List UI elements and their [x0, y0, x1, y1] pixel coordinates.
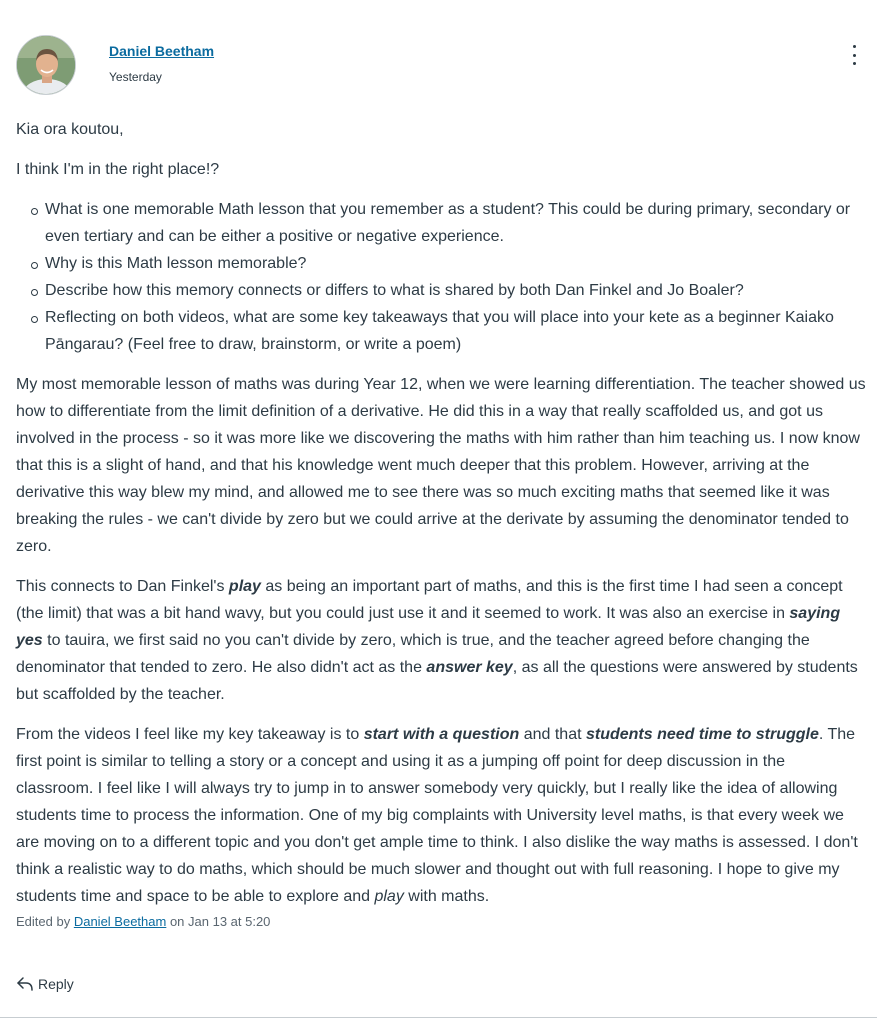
reply-arrow-icon: [16, 976, 34, 992]
text-span: as being an important part of maths, and this is the first time I had seen a concept (the limit) that was a bit hand wavy, but you could just use it and it seemed to work. It was also an exercise in: [16, 578, 843, 622]
edited-author-link[interactable]: Daniel Beetham: [73, 914, 167, 929]
list-item: Describe how this memory connects or differs to what is shared by both Dan Finkel and Jo Boaler?: [45, 277, 866, 304]
reply-label: Reply: [38, 976, 74, 992]
emphasis-play: play: [228, 578, 261, 595]
emphasis-saying-yes: saying yes: [16, 605, 841, 649]
avatar[interactable]: [16, 35, 76, 95]
author-name-link[interactable]: Daniel Beetham: [109, 43, 215, 59]
entry-header: [16, 35, 866, 95]
entry-divider: [0, 1017, 877, 1018]
emphasis-students-need-time: students need time to struggle: [585, 726, 819, 743]
message-body: [16, 116, 866, 931]
intro-text: I think I'm in the right place!?: [16, 161, 220, 178]
text-span: with maths.: [403, 888, 490, 905]
text-span: This connects to Dan Finkel's: [16, 578, 229, 595]
paragraph-memorable-lesson: My most memorable lesson of maths was during Year 12, when we were learning differentiation. The teacher showed us how to differentiate from the limit definition of a derivative. He did this in a way that really scaffolded us, and got us involved in the process - so it was more like we discovering the maths with him rather than him teaching us. I now know that this is a slight of hand, and that his knowledge went much deeper that this problem. However, arriving at the derivative this way blew my mind, and allowed me to see there was so much exciting maths that seemed like it was breaking the rules - we can't divide by zero but we could arrive at the derivate by assuming the denominator tended to zero.: [16, 376, 866, 555]
list-item: Reflecting on both videos, what are some key takeaways that you will place into your kete as a beginner Kaiako Pāngarau? (Feel free to draw, brainstorm, or write a poem): [45, 304, 866, 358]
kebab-dot: [853, 45, 856, 48]
paragraph-takeaways: [16, 721, 866, 910]
text-span: , as all the questions were answered by students but scaffolded by the teacher.: [16, 659, 858, 703]
paragraph-connections: [16, 573, 866, 708]
emphasis-start-with-a-question: start with a question: [363, 726, 520, 743]
question-list: [16, 196, 866, 358]
edited-note: [16, 913, 866, 931]
list-item: What is one memorable Math lesson that you remember as a student? This could be during primary, secondary or even tertiary and can be either a positive or negative experience.: [45, 196, 866, 250]
post-timestamp: Yesterday: [109, 70, 162, 84]
edited-prefix: Edited by: [16, 914, 74, 929]
text-span: and that: [519, 726, 586, 743]
kebab-dot: [853, 62, 856, 65]
emphasis-answer-key: answer key: [426, 659, 513, 676]
text-span: . The first point is similar to telling a story or a concept and using it as a jumping off point for deep discussion in the classroom. I feel like I will always try to jump in to answer somebody very quickly, but I really like the idea of allowing students time to process the information. One of my big complaints with University level maths, is that every week we are moving on to a different topic and you don't get ample time to think. I also dislike the way maths is assessed. I don't think a realistic way to do maths, which should be much slower and thought out with full reasoning. I hope to give my students time and space to be able to explore and: [16, 726, 858, 905]
emphasis-play-italic: play: [374, 888, 404, 905]
greeting: Kia ora koutou,: [16, 121, 124, 138]
text-span: From the videos I feel like my key takeaway is to: [16, 726, 364, 743]
kebab-menu-icon[interactable]: [847, 45, 861, 65]
kebab-dot: [853, 54, 856, 57]
reply-button[interactable]: [16, 976, 74, 992]
avatar-photo: [17, 36, 76, 95]
edited-suffix: on Jan 13 at 5:20: [166, 914, 271, 929]
text-span: to tauira, we first said no you can't divide by zero, which is true, and the teacher agreed before changing the denominator that tended to zero. He also didn't act as the: [16, 632, 810, 676]
list-item: Why is this Math lesson memorable?: [45, 250, 866, 277]
